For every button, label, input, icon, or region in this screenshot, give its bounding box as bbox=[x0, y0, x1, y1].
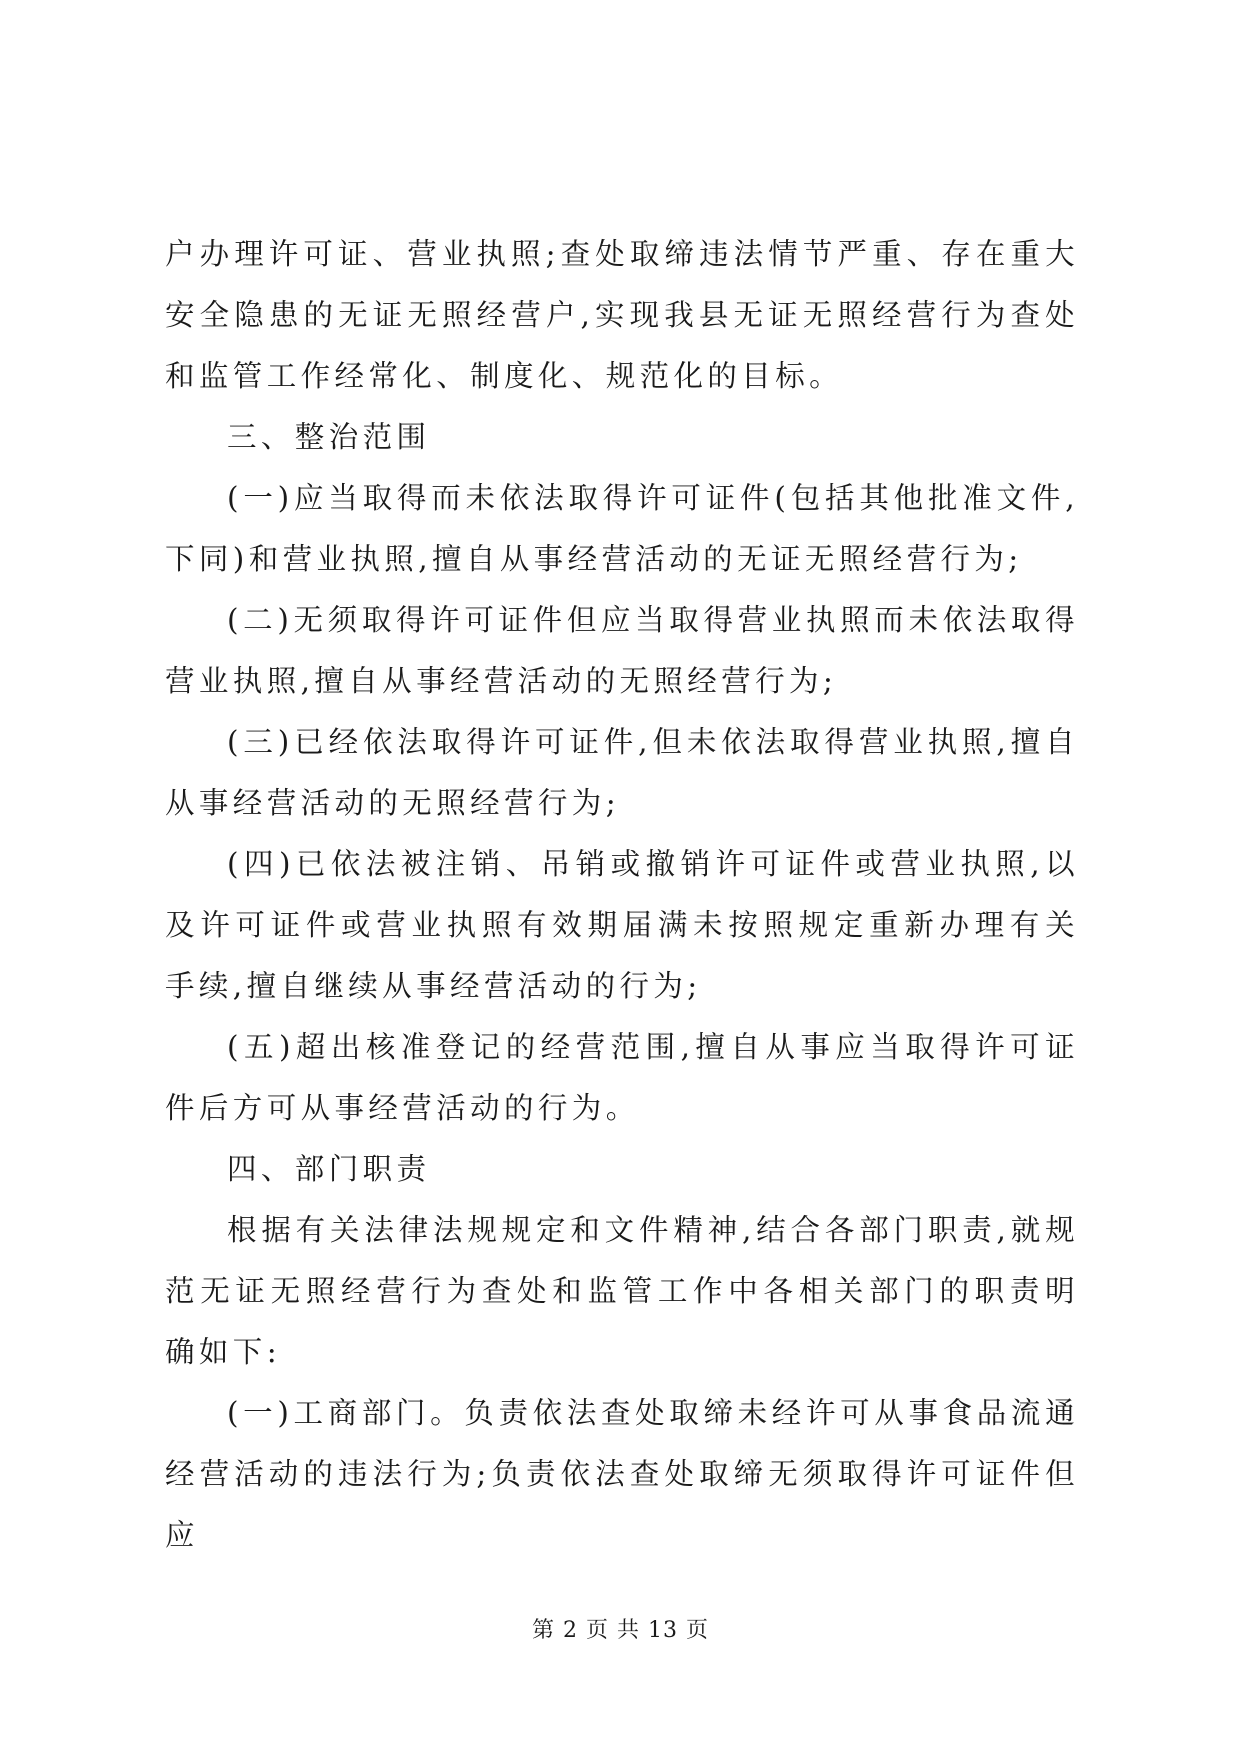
paragraph-continued: 户办理许可证、营业执照;查处取缔违法情节严重、存在重大安全隐患的无证无照经营户,实现我县无证无照经营行为查处和监管工作经常化、制度化、规范化的目标。 bbox=[165, 237, 1079, 393]
document-body bbox=[165, 224, 1079, 1566]
page-number-footer: 第 2 页 共 13 页 bbox=[532, 1618, 709, 1643]
duty-item-1: (一)工商部门。负责依法查处取缔未经许可从事食品流通经营活动的违法行为;负责依法查处取缔无须取得许可证件但应 bbox=[165, 1396, 1079, 1552]
scope-item-4: (四)已依法被注销、吊销或撤销许可证件或营业执照,以及许可证件或营业执照有效期届满未按照规定重新办理有关手续,擅自继续从事经营活动的行为; bbox=[165, 847, 1079, 1003]
scope-item-3: (三)已经依法取得许可证件,但未依法取得营业执照,擅自从事经营活动的无照经营行为; bbox=[165, 725, 1079, 820]
scope-item-1: (一)应当取得而未依法取得许可证件(包括其他批准文件,下同)和营业执照,擅自从事经营活动的无证无照经营行为; bbox=[165, 481, 1079, 576]
section-heading-duties: 四、部门职责 bbox=[227, 1152, 431, 1186]
duties-intro-paragraph: 根据有关法律法规规定和文件精神,结合各部门职责,就规范无证无照经营行为查处和监管工作中各相关部门的职责明确如下: bbox=[165, 1213, 1079, 1369]
scope-item-5: (五)超出核准登记的经营范围,擅自从事应当取得许可证件后方可从事经营活动的行为。 bbox=[165, 1030, 1079, 1125]
section-heading-scope: 三、整治范围 bbox=[227, 420, 431, 454]
scope-item-2: (二)无须取得许可证件但应当取得营业执照而未依法取得营业执照,擅自从事经营活动的无照经营行为; bbox=[165, 603, 1079, 698]
